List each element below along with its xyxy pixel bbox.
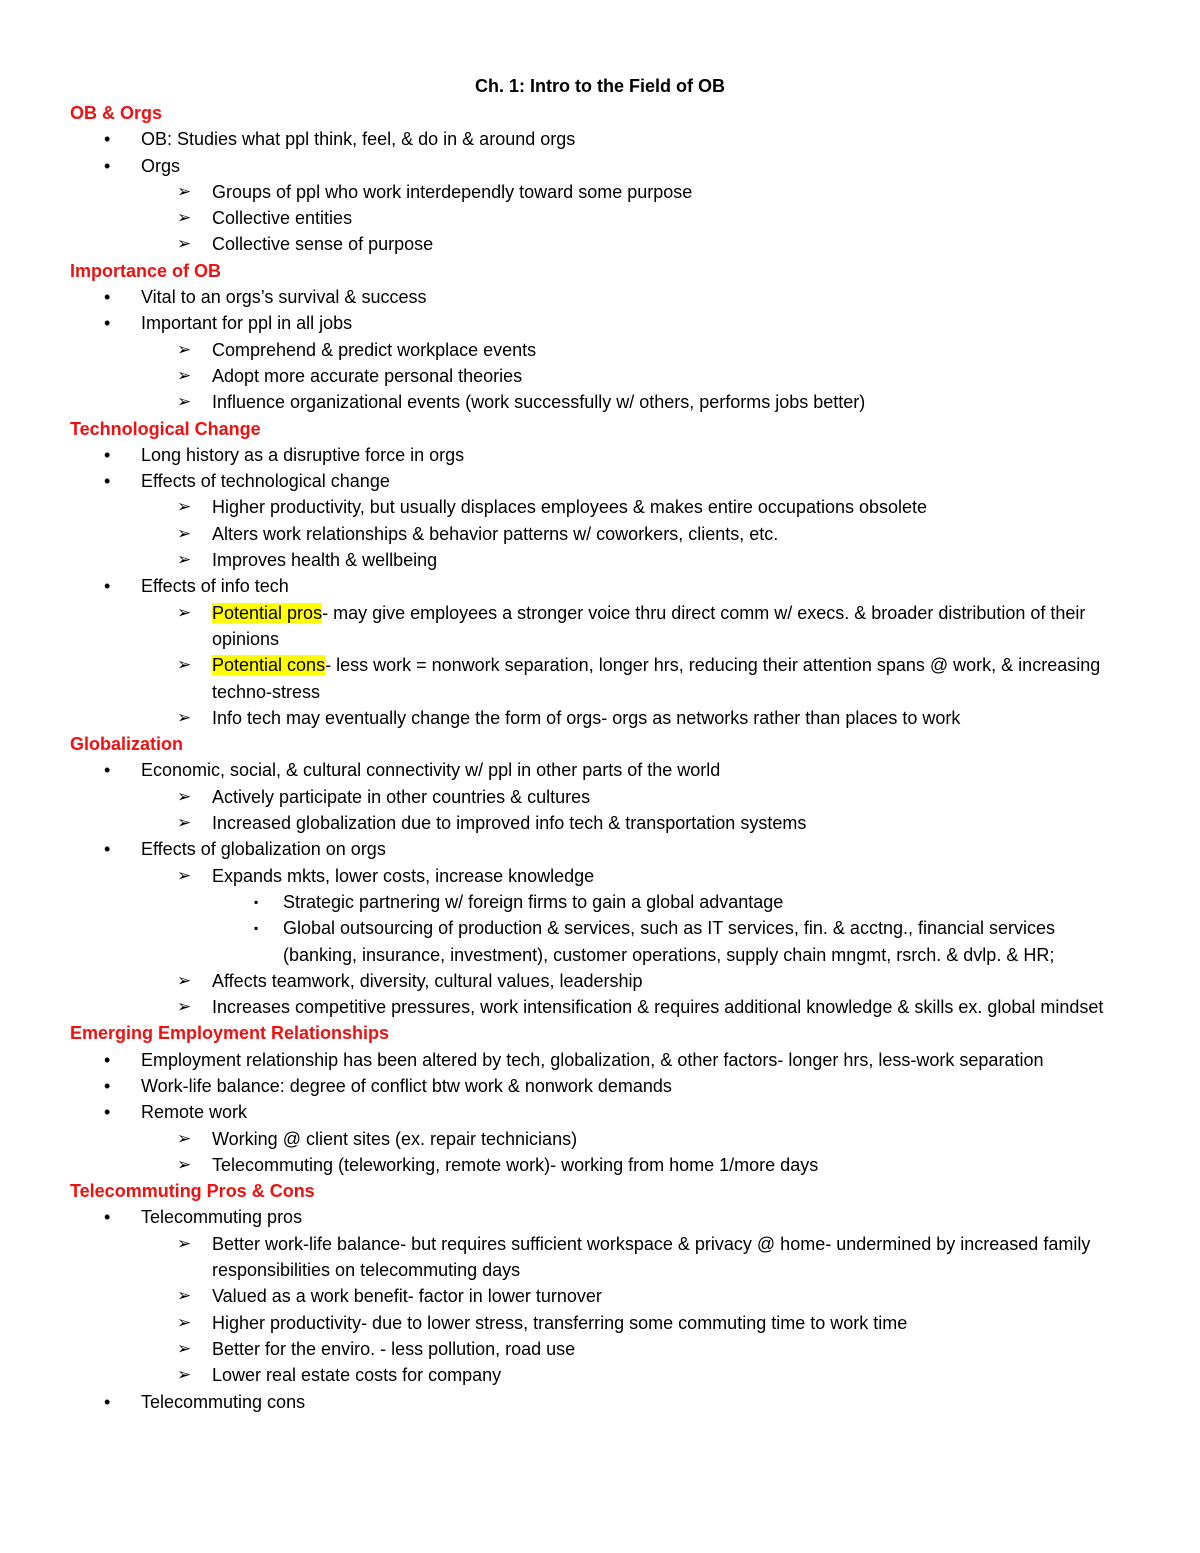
item-text: Effects of info tech (141, 576, 289, 597)
arrow-bullet-icon: ➢ (177, 234, 192, 254)
section-heading (70, 1178, 1130, 1204)
item-text: Influence organizational events (work successfully w/ others, performs jobs better) (212, 392, 866, 413)
arrow-bullet-icon: ➢ (177, 392, 192, 412)
item-text: Telecommuting pros (141, 1207, 303, 1228)
item-text: Collective sense of purpose (212, 234, 434, 255)
list-item (70, 1389, 1130, 1415)
arrow-bullet-icon: ➢ (177, 655, 192, 675)
item-text: Effects of globalization on orgs (141, 839, 386, 860)
item-text: - less work = nonwork separation, longer hrs, reducing their attention spans @ work, & increasing techno-stress (212, 655, 1101, 702)
bullet-dot-icon: • (104, 313, 111, 334)
arrow-bullet-icon: ➢ (177, 997, 192, 1017)
item-text: Increased globalization due to improved info tech & transportation systems (212, 813, 807, 834)
list-item (70, 1126, 1130, 1152)
list-item (70, 153, 1130, 179)
arrow-bullet-icon: ➢ (177, 339, 192, 359)
item-text: Work-life balance: degree of conflict btw work & nonwork demands (141, 1075, 672, 1096)
item-text: - may give employees a stronger voice thru direct comm w/ execs. & broader distribution of their opinions (212, 602, 1086, 649)
list-item (70, 1047, 1130, 1073)
arrow-bullet-icon: ➢ (177, 1128, 192, 1148)
item-text: Info tech may eventually change the form of orgs- orgs as networks rather than places to work (212, 707, 961, 728)
list-item (70, 836, 1130, 862)
list-item (70, 1336, 1130, 1362)
list-item (70, 1099, 1130, 1125)
heading-text: Importance of OB (70, 260, 222, 281)
item-text: Working @ client sites (ex. repair technicians) (212, 1128, 578, 1149)
item-text: Collective entities (212, 208, 353, 229)
item-text: Higher productivity- due to lower stress, transferring some commuting time to work time (212, 1312, 908, 1333)
list-item (70, 1152, 1130, 1178)
list-item (70, 1231, 1130, 1284)
item-text: Expands mkts, lower costs, increase knowledge (212, 865, 595, 886)
item-text: Economic, social, & cultural connectivity w/ ppl in other parts of the world (141, 760, 721, 781)
list-item (70, 889, 1130, 915)
arrow-bullet-icon: ➢ (177, 1338, 192, 1358)
highlighted-text: Potential pros (212, 602, 323, 623)
item-text: Valued as a work benefit- factor in lower turnover (212, 1286, 602, 1307)
list-item (70, 442, 1130, 468)
arrow-bullet-icon: ➢ (177, 707, 192, 727)
heading-text: Globalization (70, 734, 184, 755)
arrow-bullet-icon: ➢ (177, 1365, 192, 1385)
list-item (70, 757, 1130, 783)
list-item (70, 600, 1130, 653)
arrow-bullet-icon: ➢ (177, 208, 192, 228)
list-item (70, 863, 1130, 889)
item-text: Effects of technological change (141, 471, 390, 492)
arrow-bullet-icon: ➢ (177, 523, 192, 543)
bullet-dot-icon: • (104, 155, 111, 176)
list-item (70, 1204, 1130, 1230)
bullet-dot-icon: • (104, 471, 111, 492)
item-text: Lower real estate costs for company (212, 1365, 502, 1386)
list-item (70, 179, 1130, 205)
item-text: Groups of ppl who work interdependly toward some purpose (212, 181, 693, 202)
list-item (70, 547, 1130, 573)
list-item (70, 968, 1130, 994)
item-text: Vital to an orgs’s survival & success (141, 287, 427, 308)
item-text: Long history as a disruptive force in orgs (141, 444, 465, 465)
arrow-bullet-icon: ➢ (177, 181, 192, 201)
bullet-dot-icon: • (104, 287, 111, 308)
list-item (70, 284, 1130, 310)
item-text: Higher productivity, but usually displaces employees & makes entire occupations obsolete (212, 497, 928, 518)
item-text: Actively participate in other countries & cultures (212, 786, 591, 807)
section-heading (70, 100, 1130, 126)
bullet-dot-icon: • (104, 1391, 111, 1412)
arrow-bullet-icon: ➢ (177, 1312, 192, 1332)
bullet-dot-icon: • (104, 129, 111, 150)
arrow-bullet-icon: ➢ (177, 813, 192, 833)
arrow-bullet-icon: ➢ (177, 1154, 192, 1174)
bullet-dot-icon: • (104, 1049, 111, 1070)
bullet-dot-icon: • (104, 576, 111, 597)
item-text: Telecommuting cons (141, 1391, 306, 1412)
list-item (70, 126, 1130, 152)
list-item (70, 231, 1130, 257)
item-text: Orgs (141, 155, 181, 176)
bullet-dot-icon: • (104, 1102, 111, 1123)
bullet-dot-icon: • (104, 444, 111, 465)
list-item (70, 784, 1130, 810)
highlighted-text: Potential cons (212, 655, 326, 676)
heading-text: Telecommuting Pros & Cons (70, 1181, 315, 1202)
section-heading (70, 1020, 1130, 1046)
arrow-bullet-icon: ➢ (177, 365, 192, 385)
item-text: Better work-life balance- but requires sufficient workspace & privacy @ home- undermined by increased family responsibilities on telecommuting days (212, 1233, 1091, 1281)
list-item (70, 363, 1130, 389)
list-item (70, 915, 1130, 968)
list-item (70, 310, 1130, 336)
section-heading (70, 731, 1130, 757)
arrow-bullet-icon: ➢ (177, 865, 192, 885)
item-text: Affects teamwork, diversity, cultural values, leadership (212, 970, 643, 991)
arrow-bullet-icon: ➢ (177, 786, 192, 806)
list-item (70, 468, 1130, 494)
item-text: Remote work (141, 1102, 248, 1123)
section-heading (70, 416, 1130, 442)
item-text: Important for ppl in all jobs (141, 313, 353, 334)
list-item (70, 994, 1130, 1020)
item-text: Better for the enviro. - less pollution, road use (212, 1338, 576, 1359)
item-text: Alters work relationships & behavior patterns w/ coworkers, clients, etc. (212, 523, 779, 544)
heading-text: Technological Change (70, 418, 261, 439)
item-text: Comprehend & predict workplace events (212, 339, 537, 360)
list-item (70, 205, 1130, 231)
list-item (70, 1310, 1130, 1336)
item-text: Global outsourcing of production & services, such as IT services, fin. & acctng., financial services (banking, insurance, investment), customer operations, supply chain mngmt, rsrch. & dvlp. & HR; (283, 918, 1056, 965)
list-item (70, 705, 1130, 731)
arrow-bullet-icon: ➢ (177, 970, 192, 990)
list-item (70, 389, 1130, 415)
bullet-dot-icon: • (104, 1207, 111, 1228)
heading-text: OB & Orgs (70, 103, 163, 123)
bullet-dot-icon: • (104, 1075, 111, 1096)
section-heading (70, 258, 1130, 284)
list-item (70, 1283, 1130, 1309)
list-item (70, 810, 1130, 836)
list-item (70, 1362, 1130, 1388)
arrow-bullet-icon: ➢ (177, 602, 192, 622)
item-text: Strategic partnering w/ foreign firms to gain a global advantage (283, 891, 784, 912)
item-text: Employment relationship has been altered by tech, globalization, & other factors- longer hrs, less-work separation (141, 1049, 1044, 1070)
square-bullet-icon: ▪ (254, 921, 259, 936)
arrow-bullet-icon: ➢ (177, 550, 192, 570)
arrow-bullet-icon: ➢ (177, 1286, 192, 1306)
list-item (70, 1073, 1130, 1099)
item-text: Adopt more accurate personal theories (212, 365, 523, 386)
arrow-bullet-icon: ➢ (177, 497, 192, 517)
item-text: Improves health & wellbeing (212, 550, 438, 571)
square-bullet-icon: ▪ (254, 894, 259, 909)
item-text: Telecommuting (teleworking, remote work)- working from home 1/more days (212, 1154, 819, 1175)
list-item (70, 573, 1130, 599)
notes-body (70, 100, 1130, 1415)
item-text: Increases competitive pressures, work intensification & requires additional knowledge & skills ex. global mindset (212, 997, 1104, 1018)
item-text: OB: Studies what ppl think, feel, & do in & around orgs (141, 129, 576, 150)
list-item (70, 337, 1130, 363)
bullet-dot-icon: • (104, 839, 111, 860)
list-item (70, 494, 1130, 520)
list-item (70, 652, 1130, 705)
arrow-bullet-icon: ➢ (177, 1233, 192, 1253)
list-item (70, 521, 1130, 547)
page-title: Ch. 1: Intro to the Field of OB (475, 76, 725, 96)
bullet-dot-icon: • (104, 760, 111, 781)
heading-text: Emerging Employment Relationships (70, 1023, 390, 1044)
